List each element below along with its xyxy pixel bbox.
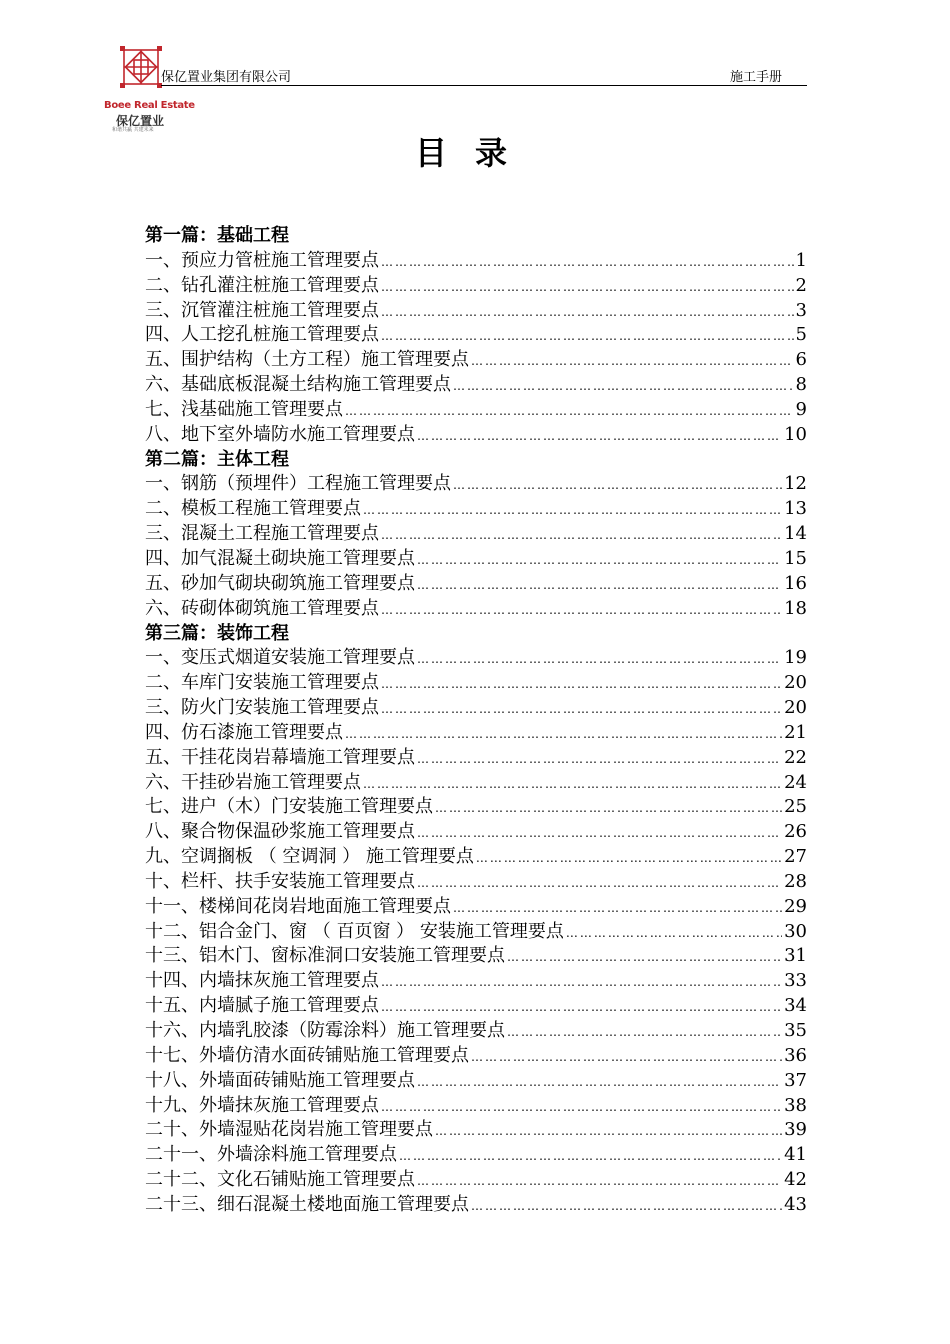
toc-entry[interactable] xyxy=(145,1044,807,1069)
toc-entry[interactable] xyxy=(145,547,807,572)
toc-leader-dots xyxy=(417,1070,782,1095)
table-of-contents xyxy=(145,224,807,1218)
toc-leader-dots xyxy=(381,250,794,275)
toc-entry[interactable] xyxy=(145,771,807,796)
toc-page-number: 43 xyxy=(784,1193,807,1215)
toc-leader-dots xyxy=(471,1045,782,1070)
toc-entry-title: 八、地下室外墙防水施工管理要点 xyxy=(145,423,415,445)
toc-leader-dots xyxy=(476,846,782,871)
toc-page-number: 34 xyxy=(784,995,807,1017)
toc-page-number: 22 xyxy=(784,746,807,768)
toc-section-heading: 第二篇：主体工程 xyxy=(145,448,289,470)
toc-entry[interactable] xyxy=(145,795,807,820)
toc-page-number: 21 xyxy=(784,721,807,743)
toc-leader-dots xyxy=(381,324,794,349)
toc-entry-title: 六、干挂砂岩施工管理要点 xyxy=(145,771,361,793)
toc-page-number: 39 xyxy=(784,1119,807,1141)
toc-entry[interactable] xyxy=(145,472,807,497)
toc-entry[interactable] xyxy=(145,1094,807,1119)
toc-entry-title: 四、人工挖孔桩施工管理要点 xyxy=(145,324,379,346)
toc-page-number: 37 xyxy=(784,1069,807,1091)
toc-leader-dots xyxy=(435,796,782,821)
toc-entry-title: 五、干挂花岗岩幕墙施工管理要点 xyxy=(145,746,415,768)
toc-page-number: 38 xyxy=(784,1094,807,1116)
toc-entry-title: 十二、铝合金门、窗 （ 百页窗 ） 安装施工管理要点 xyxy=(145,920,564,942)
company-name: 保亿置业集团有限公司 xyxy=(161,70,292,85)
toc-leader-dots xyxy=(566,921,782,946)
toc-entry-title: 七、浅基础施工管理要点 xyxy=(145,398,343,420)
toc-entry-title: 四、加气混凝土砌块施工管理要点 xyxy=(145,547,415,569)
toc-page-number: 15 xyxy=(784,547,807,569)
toc-entry[interactable] xyxy=(145,870,807,895)
toc-page-number: 8 xyxy=(795,374,807,396)
toc-entry-title: 三、沉管灌注桩施工管理要点 xyxy=(145,299,379,321)
toc-entry-title: 六、砖砌体砌筑施工管理要点 xyxy=(145,597,379,619)
toc-page-number: 25 xyxy=(784,796,807,818)
toc-entry[interactable] xyxy=(145,895,807,920)
toc-leader-dots xyxy=(507,1020,782,1045)
toc-entry-title: 一、变压式烟道安装施工管理要点 xyxy=(145,647,415,669)
toc-entry[interactable] xyxy=(145,671,807,696)
toc-entry-title: 十五、内墙腻子施工管理要点 xyxy=(145,995,379,1017)
toc-entry-title: 四、仿石漆施工管理要点 xyxy=(145,721,343,743)
toc-leader-dots xyxy=(381,1095,782,1120)
toc-page-number: 3 xyxy=(795,299,807,321)
toc-entry-title: 十一、楼梯间花岗岩地面施工管理要点 xyxy=(145,895,451,917)
toc-entry[interactable] xyxy=(145,522,807,547)
toc-entry[interactable] xyxy=(145,820,807,845)
toc-entry[interactable] xyxy=(145,1069,807,1094)
toc-leader-dots xyxy=(381,672,782,697)
toc-page-number: 24 xyxy=(784,771,807,793)
toc-leader-dots xyxy=(363,498,782,523)
toc-section-heading: 第一篇：基础工程 xyxy=(145,225,289,246)
toc-entry[interactable] xyxy=(145,398,807,423)
toc-page-number: 19 xyxy=(784,647,807,669)
toc-page-number: 1 xyxy=(795,249,807,271)
toc-page-number: 13 xyxy=(784,498,807,520)
toc-entry-title: 九、空调搁板 （ 空调洞 ） 施工管理要点 xyxy=(145,846,474,868)
page-title: 目录 xyxy=(414,134,535,172)
toc-entry-title: 十三、铝木门、窗标准洞口安装施工管理要点 xyxy=(145,945,505,967)
toc-leader-dots xyxy=(417,821,782,846)
toc-entry-title: 二十一、外墙涂料施工管理要点 xyxy=(145,1144,397,1166)
toc-entry[interactable] xyxy=(145,696,807,721)
toc-entry[interactable] xyxy=(145,373,807,398)
toc-page-number: 33 xyxy=(784,970,807,992)
toc-entry[interactable] xyxy=(145,597,807,622)
toc-page-number: 6 xyxy=(795,349,807,371)
toc-entry[interactable] xyxy=(145,1118,807,1143)
toc-entry-title: 三、混凝土工程施工管理要点 xyxy=(145,523,379,545)
toc-entry[interactable] xyxy=(145,249,807,274)
toc-page-number: 30 xyxy=(784,920,807,942)
toc-entry-title: 十六、内墙乳胶漆（防霉涂料）施工管理要点 xyxy=(145,1020,505,1041)
toc-entry[interactable] xyxy=(145,1019,807,1044)
toc-page-number: 5 xyxy=(795,324,807,346)
toc-entry-title: 五、围护结构（土方工程）施工管理要点 xyxy=(145,349,469,371)
toc-leader-dots xyxy=(381,995,782,1020)
toc-leader-dots xyxy=(399,1144,782,1169)
toc-entry[interactable] xyxy=(145,423,807,448)
toc-leader-dots xyxy=(471,1194,782,1219)
toc-leader-dots xyxy=(453,473,782,498)
toc-page-number: 36 xyxy=(784,1044,807,1066)
logo-chinese-name: 保亿置业 xyxy=(116,114,165,128)
toc-entry[interactable] xyxy=(145,1193,807,1218)
toc-entry-title: 二、钻孔灌注桩施工管理要点 xyxy=(145,274,379,296)
toc-page-number: 26 xyxy=(784,821,807,843)
toc-entry[interactable] xyxy=(145,994,807,1019)
toc-entry-title: 十四、内墙抹灰施工管理要点 xyxy=(145,970,379,992)
toc-leader-dots xyxy=(453,374,794,399)
toc-entry-title: 十九、外墙抹灰施工管理要点 xyxy=(145,1094,379,1116)
toc-leader-dots xyxy=(417,647,782,672)
toc-entry-title: 六、基础底板混凝土结构施工管理要点 xyxy=(145,374,451,396)
toc-entry[interactable] xyxy=(145,323,807,348)
toc-leader-dots xyxy=(417,548,782,573)
toc-page-number: 10 xyxy=(784,423,807,445)
toc-entry-title: 十、栏杆、扶手安装施工管理要点 xyxy=(145,870,415,892)
toc-entry-title: 二十三、细石混凝土楼地面施工管理要点 xyxy=(145,1193,469,1215)
toc-leader-dots xyxy=(417,573,782,598)
toc-entry[interactable] xyxy=(145,274,807,299)
toc-leader-dots xyxy=(381,300,794,325)
toc-entry[interactable] xyxy=(145,746,807,771)
page-header xyxy=(0,0,950,133)
toc-page-number: 18 xyxy=(784,597,807,619)
toc-page-number: 35 xyxy=(784,1020,807,1041)
toc-page-number: 29 xyxy=(784,895,807,917)
toc-section-heading: 第三篇：装饰工程 xyxy=(145,622,289,644)
toc-page-number: 14 xyxy=(784,523,807,545)
toc-leader-dots xyxy=(417,871,782,896)
logo-slogan: 和谐共赢 共建未来 xyxy=(112,127,154,133)
toc-entry-title: 三、防火门安装施工管理要点 xyxy=(145,697,379,719)
toc-entry-title: 五、砂加气砌块砌筑施工管理要点 xyxy=(145,572,415,594)
toc-leader-dots xyxy=(381,275,794,300)
toc-entry-title: 七、进户（木）门安装施工管理要点 xyxy=(145,796,433,818)
toc-entry[interactable] xyxy=(145,1143,807,1168)
manual-name: 施工手册 xyxy=(730,70,783,85)
toc-entry-title: 二十、外墙湿贴花岗岩施工管理要点 xyxy=(145,1119,433,1141)
toc-entry-title: 二、模板工程施工管理要点 xyxy=(145,498,361,520)
toc-entry-title: 十八、外墙面砖铺贴施工管理要点 xyxy=(145,1069,415,1091)
toc-leader-dots xyxy=(417,1169,782,1194)
toc-entry-title: 十七、外墙仿清水面砖铺贴施工管理要点 xyxy=(145,1044,469,1066)
toc-entry[interactable] xyxy=(145,572,807,597)
toc-entry[interactable] xyxy=(145,944,807,969)
toc-entry[interactable] xyxy=(145,1168,807,1193)
toc-page-number: 31 xyxy=(784,945,807,967)
toc-leader-dots xyxy=(381,697,782,722)
toc-page-number: 9 xyxy=(795,398,807,420)
toc-entry[interactable] xyxy=(145,845,807,870)
toc-page-number: 16 xyxy=(784,572,807,594)
toc-page-number: 20 xyxy=(784,672,807,694)
toc-entry[interactable] xyxy=(145,646,807,671)
toc-leader-dots xyxy=(453,896,782,921)
toc-leader-dots xyxy=(507,945,782,970)
toc-leader-dots xyxy=(381,523,782,548)
toc-leader-dots xyxy=(345,399,794,424)
toc-leader-dots xyxy=(381,598,782,623)
toc-leader-dots xyxy=(435,1119,782,1144)
toc-leader-dots xyxy=(363,772,782,797)
toc-entry-title: 二十二、文化石铺贴施工管理要点 xyxy=(145,1169,415,1191)
toc-page-number: 42 xyxy=(784,1169,807,1191)
header-divider xyxy=(161,85,807,86)
toc-entry[interactable] xyxy=(145,721,807,746)
toc-page-number: 41 xyxy=(784,1144,807,1166)
toc-entry-title: 一、预应力管桩施工管理要点 xyxy=(145,249,379,271)
toc-page-number: 27 xyxy=(784,846,807,868)
logo-mark-icon xyxy=(118,46,164,98)
toc-entry-title: 二、车库门安装施工管理要点 xyxy=(145,672,379,694)
toc-page-number: 2 xyxy=(795,274,807,296)
toc-page-number: 12 xyxy=(784,473,807,495)
toc-leader-dots xyxy=(471,349,794,374)
toc-leader-dots xyxy=(417,424,782,449)
toc-leader-dots xyxy=(381,970,782,995)
toc-entry[interactable] xyxy=(145,348,807,373)
toc-entry[interactable] xyxy=(145,920,807,945)
toc-entry[interactable] xyxy=(145,497,807,522)
toc-leader-dots xyxy=(417,747,782,772)
toc-leader-dots xyxy=(345,722,782,747)
toc-entry[interactable] xyxy=(145,299,807,324)
toc-page-number: 28 xyxy=(784,870,807,892)
toc-entry-title: 一、钢筋（预埋件）工程施工管理要点 xyxy=(145,473,451,495)
toc-page-number: 20 xyxy=(784,697,807,719)
toc-entry-title: 八、聚合物保温砂浆施工管理要点 xyxy=(145,821,415,843)
toc-entry[interactable] xyxy=(145,969,807,994)
logo-english-name: Boee Real Estate xyxy=(104,100,195,111)
